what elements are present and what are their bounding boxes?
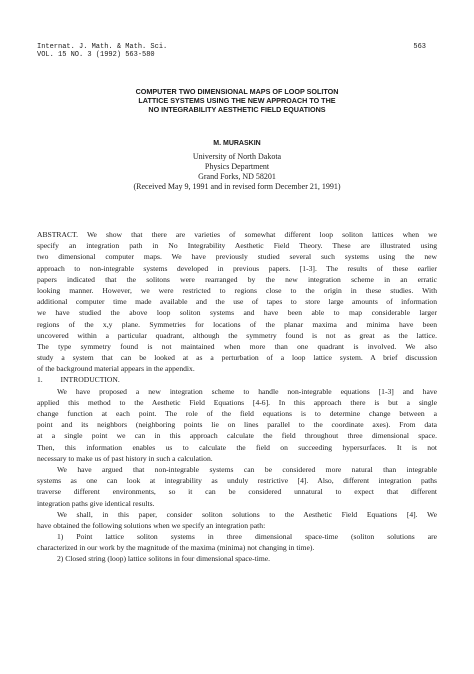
intro-line: change function at each point. The role of the field equations is to determine change between a <box>37 409 437 418</box>
list-item-continuation: characterized in our work by the magnitude of the maxima (minima) not changing in time). <box>37 543 315 553</box>
abstract-line: we have studied the above loop soliton systems and have been able to map considerable larger <box>37 308 437 318</box>
intro-line: necessary to make us of past history in such a calculation. <box>37 453 213 463</box>
title-line: COMPUTER TWO DIMENSIONAL MAPS OF LOOP SOLITON <box>135 87 339 96</box>
affiliation-line: Physics Department <box>204 162 270 171</box>
intro-line: We have argued that non-integrable systems can be considered more natural than integrable <box>57 464 437 474</box>
list-item: 1) Point lattice soliton systems in three dimensional space-time (soliton solutions are <box>57 532 437 542</box>
intro-line: We have proposed a new integration scheme to handle non-integrable equations [1-3] and have <box>57 386 437 396</box>
abstract-line: two dimensional computer maps. We have previously studied several such systems using the new <box>37 252 437 262</box>
abstract-line: looking manner. However, we were restricted to regions close to the origin in these studies. With <box>37 285 437 295</box>
intro-line: Then, this information enables us to calculate the field on succeeding hypersurfaces. It is not <box>37 442 437 452</box>
abstract-line: ABSTRACT. We show that there are varieties of somewhat different loop soliton lattices when we <box>37 230 437 239</box>
abstract-line: papers indicated that the solitons were rearranged by the new integration scheme in an erratic <box>37 274 437 284</box>
paper-title <box>60 87 414 114</box>
intro-line: at a single point we can in this approach calculate the field throughout three dimensional space. <box>37 431 437 441</box>
abstract-line: of the background material appears in the appendix. <box>37 364 195 374</box>
affiliation-line: University of North Dakota <box>192 152 282 161</box>
section-number: 1. <box>37 375 43 385</box>
abstract-line: approach to non-integrable systems developed in previous papers. [1-3]. The results of these earlier <box>37 263 437 273</box>
intro-line: applied this method to the Aesthetic Field Equations [4-6]. In this approach there is but a single <box>37 397 437 407</box>
affiliation-line: Grand Forks, ND 58201 <box>198 172 276 181</box>
abstract-line: regions of the x,y plane. Symmetries for locations of the planar maxima and minima have been <box>37 319 437 329</box>
abstract-line: specify an integration path in No Integrability Aesthetic Field Theory. These are illustrated using <box>37 241 437 251</box>
list-item: 2) Closed string (loop) lattice solitons in four dimensional space-time. <box>57 554 271 564</box>
journal-name: Internat. J. Math. & Math. Sci. <box>37 43 168 51</box>
section-heading <box>37 374 437 385</box>
intro-line: integration paths give identical results. <box>37 498 155 508</box>
journal-citation <box>37 43 167 59</box>
abstract-line: study a system that can be looked at as a perturbation of a loop lattice system. A brief discussion <box>37 353 437 363</box>
title-line: LATTICE SYSTEMS USING THE NEW APPROACH TO THE <box>138 96 336 105</box>
received-date: (Received May 9, 1991 and in revised form December 21, 1991) <box>133 182 341 191</box>
intro-line: have obtained the following solutions when we specify an integration path: <box>37 520 266 530</box>
section-title: INTRODUCTION. <box>60 375 120 385</box>
abstract-line: The type symmetry found is not maintained when more than one quadrant is involved. We also <box>37 341 437 351</box>
title-line: NO INTEGRABILITY AESTHETIC FIELD EQUATIONS <box>148 105 326 114</box>
abstract-line: uncovered within a particular quadrant, although the symmetry found is not as great as the lattice. <box>37 330 437 340</box>
paper-body <box>37 229 437 565</box>
abstract-line: additional computer time made available and the use of tapes to store large amounts of information <box>37 297 437 307</box>
intro-line: We shall, in this paper, consider soliton solutions to the Aesthetic Field Equations [4]. We <box>57 509 437 519</box>
author-name: M. MURASKIN <box>213 140 261 147</box>
intro-line: systems as one can look at integrability as unduly restrictive [4]. Also, different integration paths <box>37 476 437 486</box>
journal-volume: VOL. 15 NO. 3 (1992) 563-580 <box>37 51 155 59</box>
page-number: 563 <box>413 43 426 51</box>
intro-line: traverse different environments, so it can be considered unnatural to expect that different <box>37 487 437 497</box>
author-affiliation <box>0 152 474 182</box>
intro-line: point and its neighbors (neighboring points lie on lines parallel to the coordinate axes). From data <box>37 420 437 430</box>
